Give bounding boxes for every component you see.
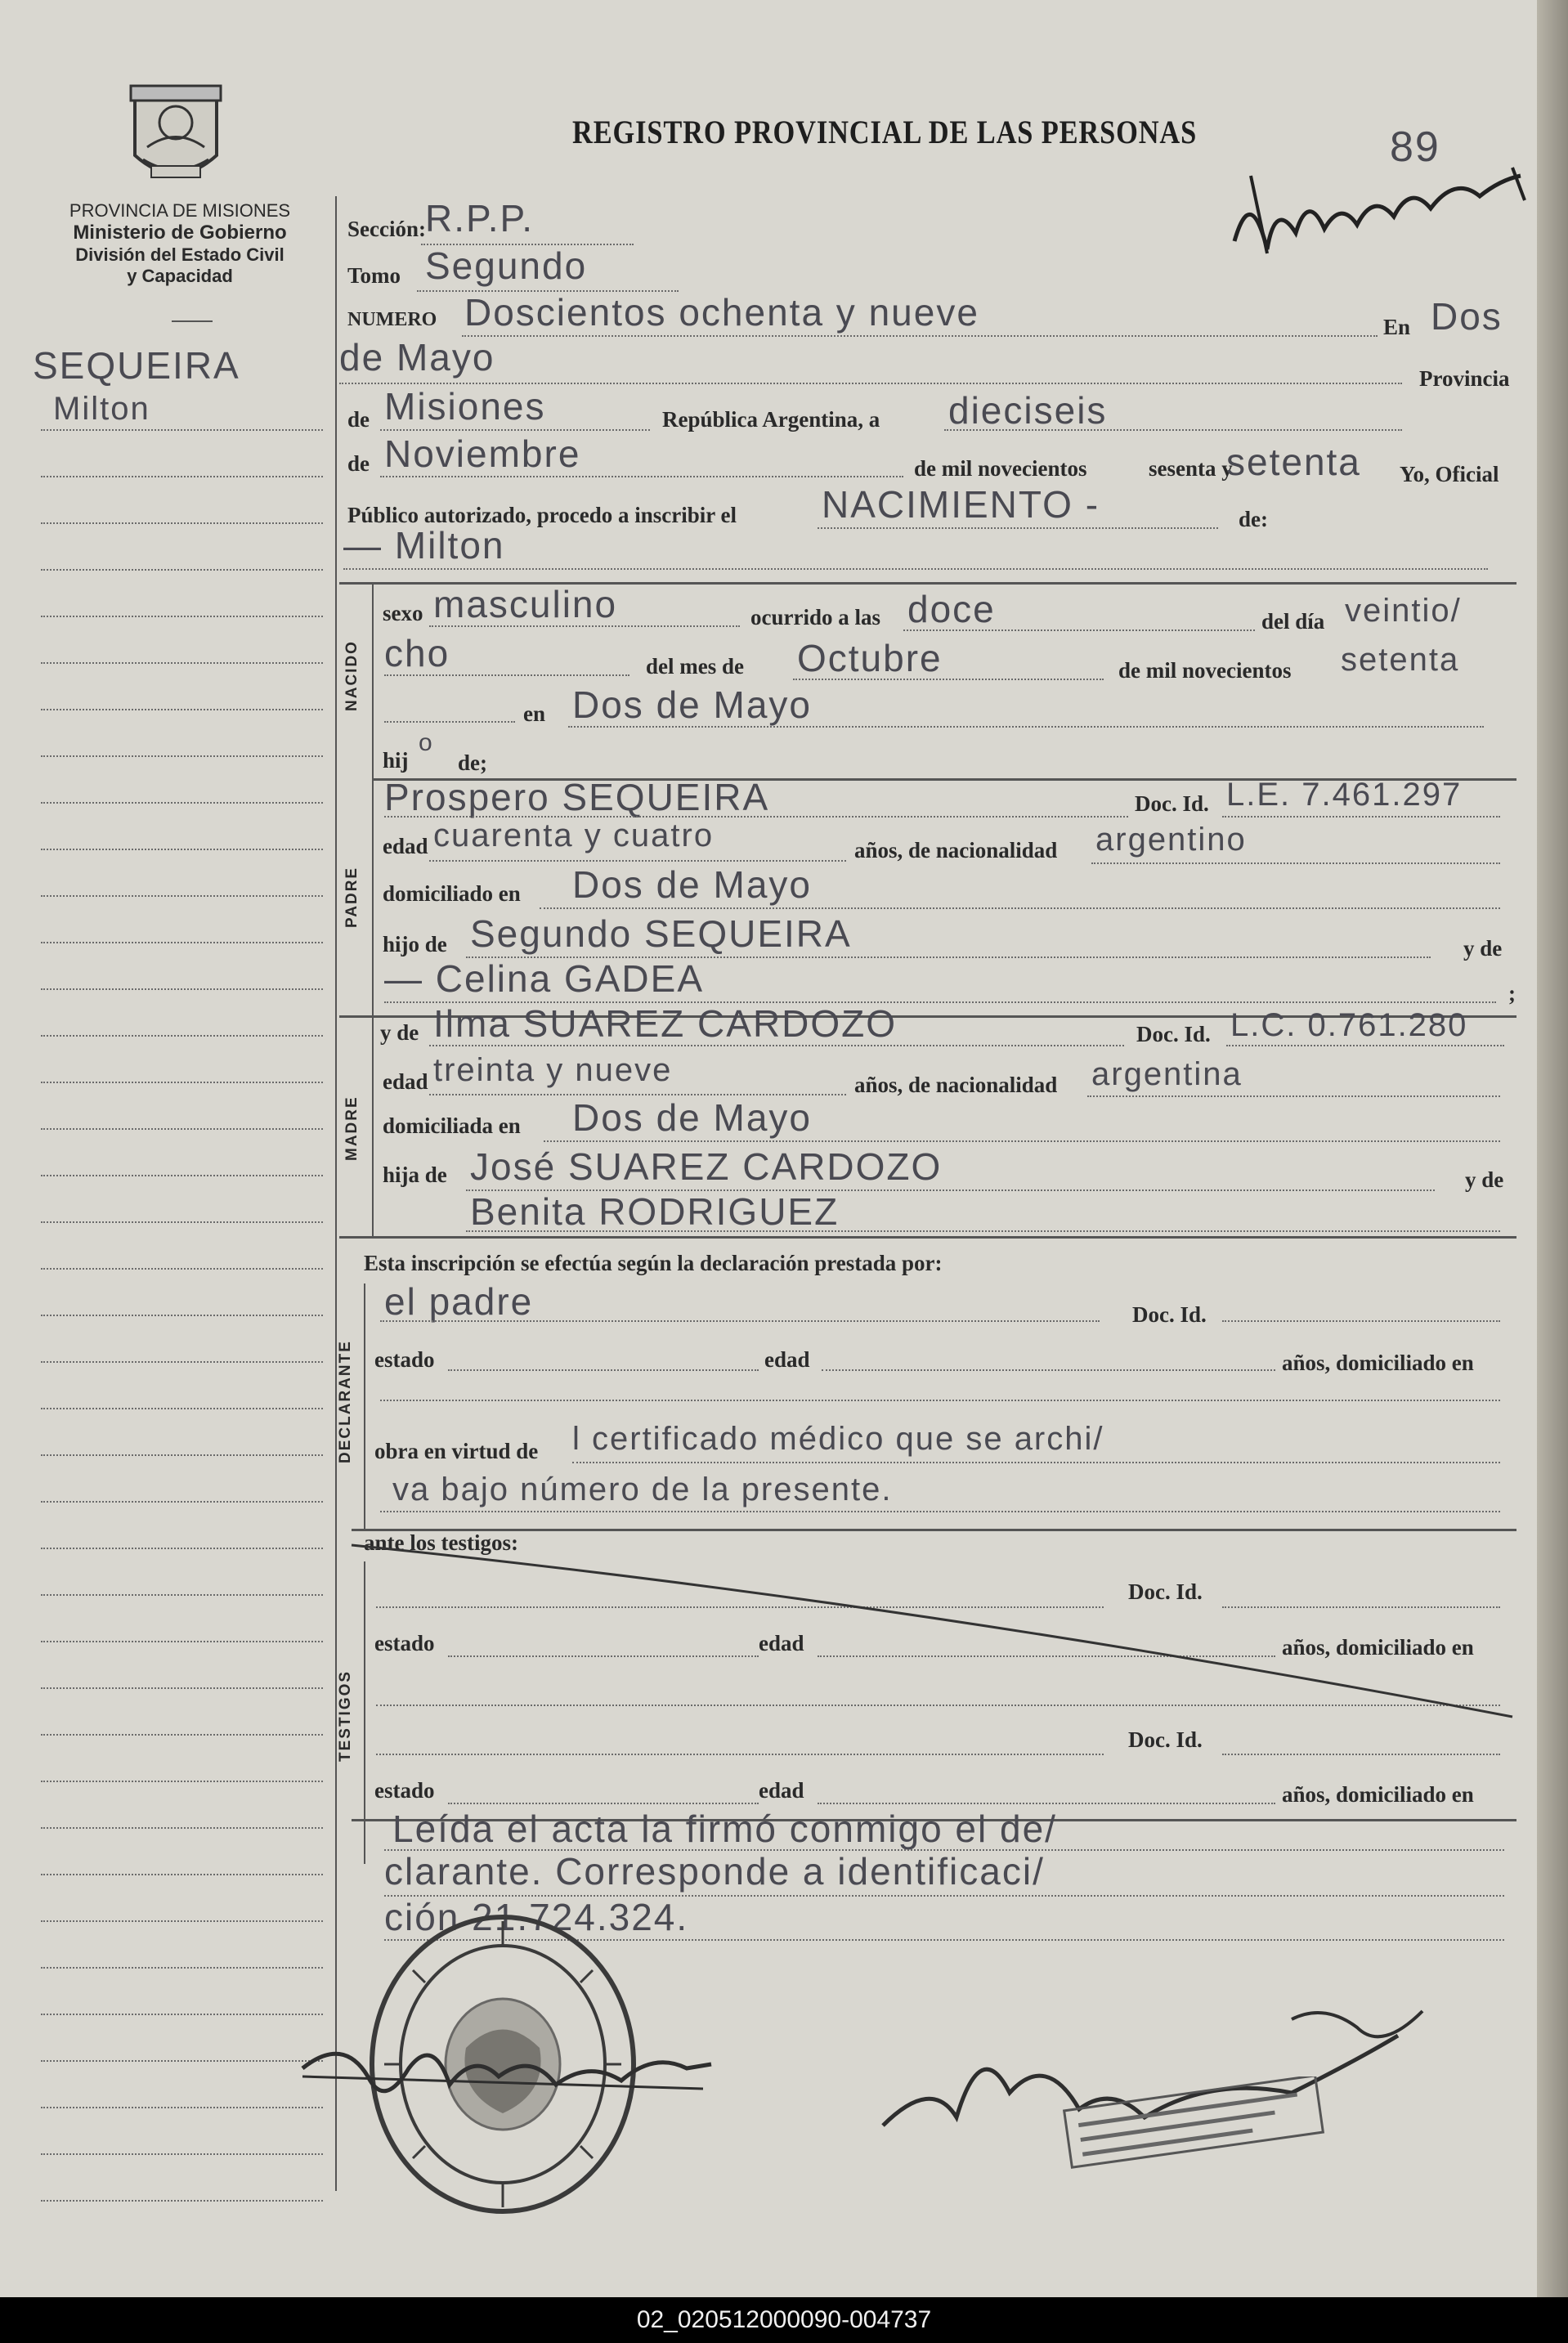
margin-ruled-line — [41, 662, 323, 664]
madre-madre: Benita RODRIGUEZ — [470, 1190, 840, 1233]
madre-rule — [372, 1015, 374, 1236]
declarante-rule — [364, 1283, 365, 1529]
declarante-doc-line — [1222, 1320, 1500, 1322]
tomo-value: Segundo — [425, 244, 588, 287]
margin-ruled-line — [41, 616, 323, 617]
acto-value: NACIMIENTO - — [822, 483, 1100, 526]
margin-ruled-line — [41, 1315, 323, 1316]
signature-declarante — [294, 2019, 719, 2126]
sexo-line — [429, 625, 740, 627]
mes-nac-line — [793, 679, 1104, 680]
header-dash — [172, 320, 213, 322]
margin-ruled-line — [41, 849, 323, 850]
en-value-1: Dos — [1431, 295, 1503, 338]
sesenta-printed: sesenta y — [1149, 456, 1233, 481]
padre-edad-value: cuarenta y cuatro — [433, 818, 715, 853]
madre-nombre-line — [429, 1045, 1124, 1046]
margin-ruled-line — [41, 2014, 323, 2015]
padre-domicilio-line — [540, 907, 1500, 909]
declarante-edad-line — [822, 1369, 1275, 1371]
testigos-side-label: TESTIGOS — [337, 1669, 354, 1762]
margin-ruled-line — [41, 1874, 323, 1875]
madre-doc-line — [1226, 1045, 1504, 1046]
ocurrido-label: ocurrido a las — [750, 605, 880, 629]
margin-ruled-line — [41, 1501, 323, 1503]
margin-ruled-line — [41, 2200, 323, 2202]
image-caption: 02_020512000090-004737 — [0, 2297, 1568, 2343]
testigo2-edad-line — [818, 1803, 1275, 1804]
seccion-label: Sección: — [347, 217, 426, 241]
declarante-estado-line — [448, 1369, 759, 1371]
signature-top — [1218, 151, 1545, 266]
sexo-value: masculino — [433, 583, 618, 625]
madre-nac-line — [1087, 1095, 1500, 1097]
numero-value: Doscientos ochenta y nueve — [464, 291, 979, 334]
margin-ruled-line — [41, 1920, 323, 1922]
obra-value-1: l certificado médico que se archi/ — [572, 1421, 1104, 1457]
madre-madre-line — [466, 1230, 1500, 1232]
margin-ruled-line — [41, 1548, 323, 1549]
testigo1-edad-label: edad — [759, 1631, 804, 1655]
padre-y-de-label: y de — [1463, 936, 1503, 961]
testigo2-doc-label: Doc. Id. — [1128, 1727, 1203, 1752]
margin-ruled-line — [41, 1082, 323, 1083]
section-rule-4 — [339, 1236, 1516, 1239]
province-name: PROVINCIA DE MISIONES — [69, 200, 291, 221]
province-crest-icon — [123, 78, 229, 192]
declarante-edad-label: edad — [764, 1347, 810, 1372]
madre-nombre: Ilma SUAREZ CARDOZO — [433, 1002, 898, 1045]
provincia-value: Misiones — [384, 385, 546, 428]
madre-domicilio: Dos de Mayo — [572, 1096, 813, 1139]
padre-edad-label: edad — [383, 834, 428, 858]
section-rule-5 — [352, 1529, 1516, 1531]
padre-nombre: Prospero SEQUEIRA — [384, 776, 770, 818]
madre-padre: José SUAREZ CARDOZO — [470, 1145, 943, 1188]
madre-nacionalidad: argentina — [1091, 1056, 1243, 1092]
publico-label: Público autorizado, procedo a inscribir el — [347, 503, 737, 527]
testigo1-doc-label: Doc. Id. — [1128, 1579, 1203, 1604]
madre-doc-value: L.C. 0.761.280 — [1230, 1007, 1468, 1043]
numero-line — [462, 335, 1378, 337]
madre-edad-label: edad — [383, 1069, 428, 1094]
declarante-domicilio-line — [380, 1400, 1500, 1401]
testigos-cancel-stroke — [343, 1537, 1521, 1733]
en-label: En — [1383, 315, 1411, 339]
margin-ruled-line — [41, 1734, 323, 1736]
margin-ruled-line — [41, 1594, 323, 1596]
testigo2-edad-label: edad — [759, 1778, 804, 1803]
madre-hija-label: hija de — [383, 1163, 447, 1187]
declarante-nombre: el padre — [384, 1280, 534, 1323]
testigo2-estado-label: estado — [374, 1778, 435, 1803]
margin-ruled-line — [41, 802, 323, 804]
division-name: División del Estado Civil — [75, 244, 284, 265]
testigo2-estado-line — [448, 1803, 759, 1804]
padre-doc-label: Doc. Id. — [1135, 791, 1209, 816]
madre-edad-value: treinta y nueve — [433, 1052, 673, 1088]
mes-nac-value: Octubre — [797, 637, 943, 679]
page-title: REGISTRO PROVINCIAL DE LAS PERSONAS — [572, 114, 1198, 150]
yo-label: Yo, Oficial — [1400, 462, 1499, 486]
margin-ruled-line — [41, 2060, 323, 2062]
margin-ruled-line — [41, 895, 323, 897]
madre-anios-label: años, de nacionalidad — [854, 1073, 1058, 1097]
declarante-estado-label: estado — [374, 1347, 435, 1372]
margin-ruled-line — [41, 2107, 323, 2108]
testigos-intro: ante los testigos: — [364, 1530, 518, 1555]
madre-y-de-label-2: y de — [1465, 1167, 1504, 1192]
declarante-side-label: DECLARANTE — [337, 1340, 354, 1463]
madre-doc-label: Doc. Id. — [1136, 1022, 1211, 1046]
obra-line-2 — [380, 1511, 1500, 1512]
padre-nac-line — [1091, 862, 1500, 864]
margin-ruled-line — [41, 988, 323, 990]
margin-ruled-line — [41, 1221, 323, 1223]
margin-ruled-line — [41, 1128, 323, 1130]
padre-anios-label: años, de nacionalidad — [854, 838, 1058, 862]
testigo1-estado-label: estado — [374, 1631, 435, 1655]
margin-ruled-line — [41, 1361, 323, 1363]
numero-label: NUMERO — [347, 309, 437, 330]
declarante-nombre-line — [380, 1320, 1100, 1322]
margin-ruled-line — [41, 1408, 323, 1409]
margin-ruled-line — [41, 476, 323, 477]
en-value-2: de Mayo — [339, 336, 495, 379]
obra-label: obra en virtud de — [374, 1439, 539, 1463]
dia-line — [944, 429, 1402, 431]
obra-value-2: va bajo número de la presente. — [392, 1472, 893, 1507]
margin-ruled-line — [41, 1781, 323, 1782]
declarante-doc-label: Doc. Id. — [1132, 1302, 1207, 1327]
padre-edad-line — [429, 860, 846, 862]
testigo2-doc-line — [1222, 1754, 1500, 1755]
margin-ruled-line — [41, 942, 323, 943]
de-label-1: de — [347, 407, 370, 432]
madre-domicilio-line — [544, 1140, 1500, 1142]
margin-ruled-line — [41, 569, 323, 571]
mes-line — [380, 476, 903, 477]
hora-value: doce — [907, 588, 996, 630]
margin-ruled-line — [41, 1454, 323, 1456]
lugar-value: Dos de Mayo — [572, 683, 813, 726]
tomo-label: Tomo — [347, 263, 401, 288]
padre-hijo-label: hijo de — [383, 932, 447, 956]
hij-suffix: o — [419, 729, 434, 756]
seccion-value: R.P.P. — [425, 197, 535, 240]
margin-ruled-line — [41, 1268, 323, 1270]
padre-doc-line — [1222, 816, 1500, 818]
padre-side-label: PADRE — [343, 866, 361, 928]
dia-line — [384, 674, 629, 676]
declarante-anios-label: años, domiciliado en — [1282, 1351, 1474, 1375]
dia-value-2: cho — [384, 632, 450, 674]
margin-given-name: Milton — [53, 391, 150, 427]
closing-line-1: Leída el acta la firmó conmigo el de/ — [392, 1808, 1057, 1850]
anio-nac-value: setenta — [1341, 642, 1460, 678]
dia-value-1: veintio/ — [1345, 593, 1462, 629]
closing-line-2: clarante. Corresponde a identificaci/ — [384, 1850, 1045, 1893]
anio-value: setenta — [1226, 441, 1361, 483]
madre-side-label: MADRE — [343, 1095, 361, 1161]
madre-y-de-label: y de — [380, 1020, 419, 1045]
obra-line-1 — [572, 1462, 1500, 1463]
padre-madre: — Celina GADEA — [384, 957, 705, 1000]
provincia-label: Provincia — [1419, 366, 1510, 391]
testigo1-anios-label: años, domiciliado en — [1282, 1635, 1474, 1660]
del-dia-label: del día — [1261, 609, 1325, 634]
testigo2-nombre-line — [376, 1754, 1104, 1755]
margin-surname: SEQUEIRA — [33, 344, 240, 387]
margin-ruled-line — [41, 2153, 323, 2155]
margin-ruled-line — [41, 1827, 323, 1829]
book-edge — [1537, 0, 1568, 2297]
acto-line — [818, 527, 1218, 529]
en-nac-dash — [384, 721, 515, 723]
madre-domicilio-label: domiciliada en — [383, 1113, 521, 1138]
declarante-intro: Esta inscripción se efectúa según la declaración prestada por: — [364, 1251, 943, 1275]
margin-ruled-line — [41, 1175, 323, 1176]
del-mes-label: del mes de — [646, 654, 744, 679]
margin-ruled-line — [41, 709, 323, 710]
header-block — [33, 200, 327, 287]
oficial-stamp-icon — [1063, 2076, 1341, 2175]
padre-semicolon: ; — [1508, 981, 1516, 1006]
ministry-name: Ministerio de Gobierno — [73, 222, 287, 244]
margin-ruled-line — [41, 1687, 323, 1689]
page-number: 89 — [1390, 123, 1440, 171]
padre-domicilio: Dos de Mayo — [572, 863, 813, 906]
provincia-line — [380, 429, 650, 431]
sexo-label: sexo — [383, 601, 423, 625]
padre-padre: Segundo SEQUEIRA — [470, 912, 852, 955]
closing-line-3: ción 21.724.324. — [384, 1896, 689, 1938]
mes-value: Noviembre — [384, 432, 581, 475]
margin-ruled-line — [41, 1035, 323, 1037]
nombre-value: — Milton — [343, 524, 505, 567]
de-label-3: de: — [1239, 507, 1268, 531]
lugar-line — [568, 726, 1484, 728]
mil-label: de mil novecientos — [914, 456, 1087, 481]
margin-ruled-line — [41, 755, 323, 757]
margin-ruled-line — [41, 1641, 323, 1642]
hora-line — [903, 629, 1255, 631]
mil-nac-label: de mil novecientos — [1118, 658, 1292, 683]
margin-ruled-line — [41, 1967, 323, 1969]
margin-ruled-line — [41, 429, 323, 431]
left-margin-rule — [335, 196, 337, 2191]
de-label-2: de — [347, 451, 370, 476]
republica-label: República Argentina, a — [662, 407, 880, 432]
nacido-side-label: NACIDO — [343, 640, 361, 711]
division-name-2: y Capacidad — [127, 266, 233, 286]
nombre-line — [343, 568, 1488, 570]
padre-nacionalidad: argentino — [1095, 822, 1247, 858]
en-nac-label: en — [523, 701, 545, 726]
padre-doc-value: L.E. 7.461.297 — [1226, 777, 1463, 813]
padre-rule — [372, 778, 374, 1015]
margin-ruled-line — [41, 522, 323, 524]
dia-value: dieciseis — [948, 389, 1108, 432]
padre-domicilio-label: domiciliado en — [383, 881, 521, 906]
testigo2-anios-label: años, domiciliado en — [1282, 1782, 1474, 1807]
hij-label: hij — [383, 748, 409, 773]
hij-de-label: de; — [458, 750, 487, 775]
nacido-rule — [372, 582, 374, 778]
